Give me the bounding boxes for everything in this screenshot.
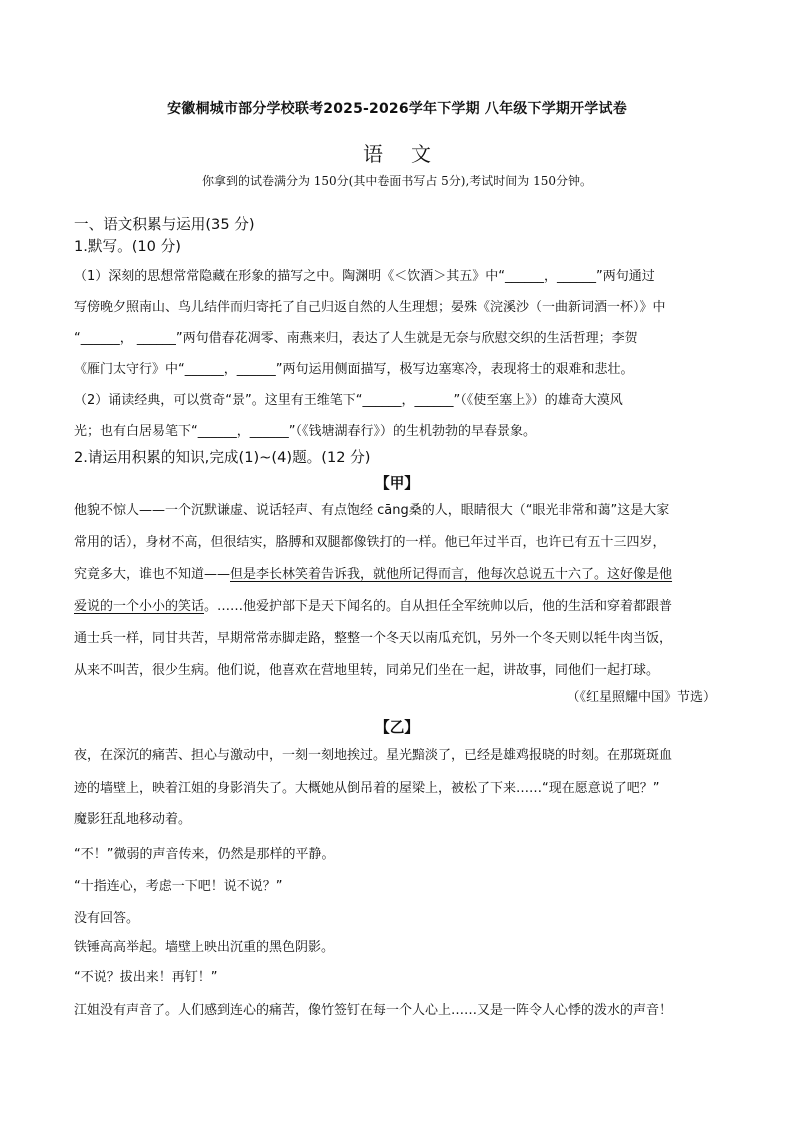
question-1-title: 1.默写。(10 分) bbox=[74, 238, 181, 255]
passage-jia-line bbox=[74, 595, 724, 614]
subject-title: 语文 bbox=[363, 142, 459, 166]
passage-yi-line: “不！”微弱的声音传来，仍然是那样的平静。 bbox=[74, 847, 335, 862]
exam-note: 你拿到的试卷满分为 150分(其中卷面书写占 5分),考试时间为 150分钟。 bbox=[201, 174, 593, 188]
passage-jia-line bbox=[74, 563, 724, 582]
underlined-sentence: 爱说的一个小小的笑话 bbox=[74, 599, 205, 614]
passage-jia-label: 【甲】 bbox=[375, 475, 419, 492]
passage-yi-line: 夜，在深沉的痛苦、担心与激动中，一刻一刻地挨过。星光黯淡了，已经是雄鸡报晓的时刻。在那斑斑血 bbox=[74, 748, 673, 763]
passage-jia-text: 究竟多大，谁也不知道—— bbox=[74, 567, 231, 582]
q1-part2-line: 光；也有白居易笔下“______，______”（《钱塘湖春行》）的生机勃勃的早春景象。 bbox=[74, 424, 536, 439]
q1-part1-line: 《雁门太守行》中“______，______”两句运用侧面描写，极写边塞寒冷，表现将士的艰难和悲壮。 bbox=[74, 362, 634, 377]
q1-part1-line: （1）深刻的思想常常隐藏在形象的描写之中。陶渊明《＜饮酒＞其五》中“______，______”两句通过 bbox=[74, 269, 655, 284]
passage-jia-text: 。……他爱护部下是天下闻名的。自从担任全军统帅以后，他的生活和穿着都跟普 bbox=[204, 599, 673, 614]
q1-part1-line: 写傍晚夕照南山、鸟儿结伴而归寄托了自己归返自然的人生理想；晏殊《浣溪沙（一曲新词酒一杯）》中 bbox=[74, 300, 666, 315]
passage-jia-source: （《红星照耀中国》节选） bbox=[566, 690, 716, 705]
underlined-sentence: 但是李长林笑着告诉我，就他所记得而言，他每次总说五十六了。这好像是他 bbox=[230, 567, 673, 582]
passage-yi-line: 江姐没有声音了。人们感到连心的痛苦，像竹签钉在每一个人心上……又是一阵令人心悸的泼水的声音！ bbox=[74, 1003, 673, 1018]
q1-part1-line: “______， ______”两句借春花凋零、南燕来归，表达了人生就是无奈与欣慰交织的生活哲理；李贺 bbox=[74, 331, 638, 346]
question-2-title: 2.请运用积累的知识,完成(1)~(4)题。(12 分) bbox=[74, 449, 371, 466]
section-heading: 一、语文积累与运用(35 分) bbox=[74, 216, 255, 233]
passage-yi-line: 魔影狂乱地移动着。 bbox=[74, 812, 192, 827]
passage-yi-line: 没有回答。 bbox=[74, 911, 140, 926]
passage-jia-line: 从来不叫苦，很少生病。他们说，他喜欢在营地里转，同弟兄们坐在一起，讲故事，同他们一起打球。 bbox=[74, 663, 660, 678]
passage-yi-line: “十指连心，考虑一下吧！说不说？” bbox=[74, 879, 283, 894]
passage-yi-line: 迹的墙壁上，映着江姐的身影消失了。大概她从倒吊着的屋梁上，被松了下来……“现在愿意说了吧？” bbox=[74, 781, 660, 796]
passage-yi-line: “不说？拔出来！再钉！” bbox=[74, 970, 218, 985]
passage-jia-line: 他貌不惊人——一个沉默谦虚、说话轻声、有点饱经 cāng桑的人，眼睛很大（“眼光非常和蔼”这是大家 bbox=[74, 503, 670, 518]
exam-title: 安徽桐城市部分学校联考2025-2026学年下学期 八年级下学期开学试卷 bbox=[167, 101, 627, 117]
passage-yi-label: 【乙】 bbox=[375, 719, 419, 736]
passage-yi-line: 铁锤高高举起。墙壁上映出沉重的黑色阴影。 bbox=[74, 940, 335, 955]
passage-jia-line: 常用的话），身材不高，但很结实，胳膊和双腿都像铁打的一样。他已年过半百，也许已有五十三四岁， bbox=[74, 535, 666, 550]
passage-jia-line: 通士兵一样，同甘共苦，早期常常赤脚走路，整整一个冬天以南瓜充饥，另外一个冬天则以牦牛肉当饭， bbox=[74, 631, 673, 646]
q1-part2-line: （2）诵读经典，可以赏奇“景”。这里有王维笔下“______，______”（《使至塞上》）的雄奇大漠风 bbox=[74, 393, 623, 408]
